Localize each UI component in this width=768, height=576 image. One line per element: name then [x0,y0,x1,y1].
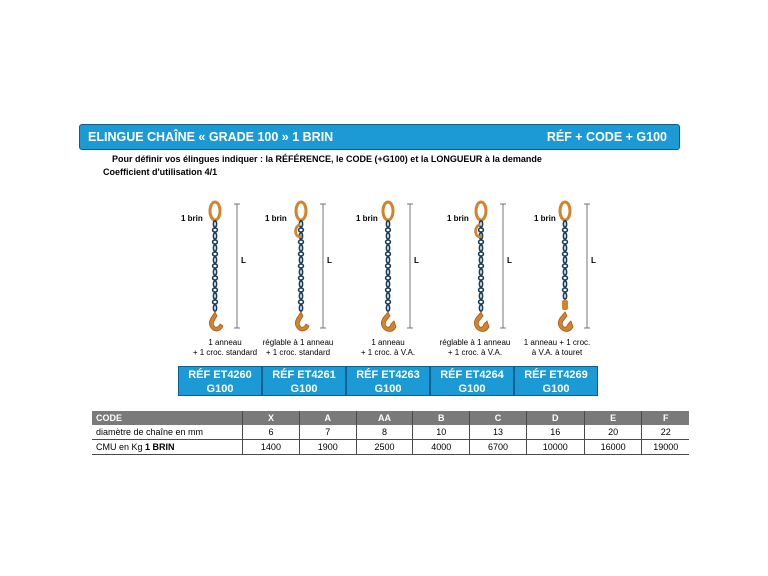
chain-link-icon [563,240,568,244]
table-cell: 22 [642,425,689,440]
chain-link-icon [479,257,482,263]
header-cell: AA [356,411,413,425]
chain-link-icon [299,300,304,304]
chain-link-icon [299,240,304,244]
chain-link-icon [386,269,389,275]
table-cell: 20 [584,425,642,440]
chain-link-icon [213,257,216,263]
caption-line: 1 anneau [371,338,405,347]
chain-link-icon [213,221,216,227]
chain-link-icon [563,245,566,251]
sling-caption [430,338,520,358]
chain-link-icon [386,293,389,299]
chain-link-icon [563,281,566,287]
chain-link-icon [479,293,482,299]
table-cell: 2500 [356,440,413,455]
hook-icon [474,312,489,331]
chain-link-icon [299,293,302,299]
chain-link-icon [479,269,482,275]
sling-diagram [525,200,605,360]
sling-diagram [441,200,521,360]
chain-link-icon [213,252,218,256]
brin-label: 1 brin [447,214,469,223]
master-link-icon [210,202,220,220]
reference-code: RÉF ET4263 [356,369,420,381]
header-cell: CODE [92,411,243,425]
reference-strip [178,366,598,396]
table-cell: 8 [356,425,413,440]
header-cell: A [299,411,356,425]
chain-link-icon [299,228,304,232]
table-header-row [92,411,689,425]
row-label: diamètre de chaîne en mm [92,425,243,440]
chain-link-icon [213,233,216,239]
grade-label: G100 [290,383,318,395]
hook-icon [381,312,396,331]
reference-cell [178,366,262,396]
chain-link-icon [386,276,391,280]
chain-link-icon [479,240,484,244]
chain-link-icon [213,228,218,232]
chain-link-icon [479,281,482,287]
sling-diagram [175,200,255,360]
chain-link-icon [479,300,484,304]
usage-coefficient: Coefficient d'utilisation 4/1 [103,167,218,177]
table-cell: 16000 [584,440,642,455]
table-cell: 19000 [642,440,689,455]
chain-link-icon [386,300,391,304]
chain-link-icon [213,293,216,299]
chain-link-icon [213,281,216,287]
hook-icon [209,312,223,331]
table-row [92,425,689,440]
table-cell: 1400 [243,440,300,455]
table-cell: 10000 [526,440,584,455]
chain-link-icon [386,264,391,268]
reference-cell [430,366,514,396]
page-title: ELINGUE CHAÎNE « GRADE 100 » 1 BRIN [88,130,334,144]
reference-code: RÉF ET4260 [188,369,252,381]
table-cell: 13 [470,425,527,440]
chain-link-icon [386,233,389,239]
chain-link-icon [213,300,218,304]
chain-link-icon [386,305,389,311]
grade-label: G100 [374,383,402,395]
chain-link-icon [386,240,391,244]
chain-link-icon [213,240,218,244]
chain-link-icon [299,264,304,268]
reference-cell [346,366,430,396]
chain-link-icon [479,245,482,251]
chain-link-icon [299,269,302,275]
reference-code: RÉF ET4264 [440,369,504,381]
sling-caption [343,338,433,358]
caption-line: 1 anneau [208,338,242,347]
chain-link-icon [299,281,302,287]
chain-link-icon [563,233,566,239]
chain-link-icon [299,257,302,263]
chain-link-icon [479,228,484,232]
caption-line: + 1 croc. à V.A. [447,348,503,357]
chain-link-icon [299,245,302,251]
specs-table [92,411,689,455]
chain-link-icon [299,305,302,311]
chain-link-icon [386,288,391,292]
chain-link-icon [213,264,218,268]
header-cell: X [243,411,300,425]
reference-cell [514,366,598,396]
chain-link-icon [479,276,484,280]
grade-label: G100 [542,383,570,395]
chain-link-icon [563,221,566,227]
sling-diagram [348,200,428,360]
chain-link-icon [479,305,482,311]
table-cell: 10 [413,425,470,440]
chain-link-icon [563,257,566,263]
length-label: L [414,256,419,265]
chain-link-icon [563,288,568,292]
chain-link-icon [213,305,216,311]
intro-instructions: Pour définir vos élingues indiquer : la RÉFÉRENCE, le CODE (+G100) et la LONGUEUR à la demande [112,154,542,164]
chain-link-icon [479,252,484,256]
header-cell: D [526,411,584,425]
caption-line: + 1 croc. à V.A. [360,348,416,357]
grade-label: G100 [206,383,234,395]
length-label: L [591,256,596,265]
header-cell: C [470,411,527,425]
hook-icon [295,312,309,331]
table-cell: 7 [299,425,356,440]
caption-line: réglable à 1 anneau [439,338,511,347]
master-link-icon [296,202,306,220]
row-label: CMU en Kg 1 BRIN [92,440,243,455]
master-link-icon [476,202,486,220]
caption-line: + 1 croc. standard [265,348,331,357]
chain-link-icon [386,257,389,263]
chain-link-icon [479,288,484,292]
chain-link-icon [386,281,389,287]
chain-link-icon [213,269,216,275]
table-row [92,440,689,455]
length-label: L [241,256,246,265]
chain-link-icon [479,264,484,268]
chain-link-icon [299,276,304,280]
chain-link-icon [386,245,389,251]
chain-link-icon [213,276,218,280]
hook-icon [558,312,573,331]
length-label: L [327,256,332,265]
chain-link-icon [563,269,566,275]
chain-link-icon [299,288,304,292]
swivel-icon [562,300,568,310]
chain-link-icon [563,252,568,256]
title-banner [79,124,680,150]
brin-label: 1 brin [534,214,556,223]
brin-label: 1 brin [356,214,378,223]
master-link-icon [560,202,570,220]
chain-link-icon [213,288,218,292]
table-cell: 1900 [299,440,356,455]
table-cell: 6 [243,425,300,440]
reference-cell [262,366,346,396]
sling-caption [512,338,602,358]
header-cell: B [413,411,470,425]
chain-link-icon [299,252,304,256]
ref-format: RÉF + CODE + G100 [546,130,667,144]
caption-line: 1 anneau + 1 croc. [523,338,591,347]
caption-line: réglable à 1 anneau [262,338,334,347]
table-cell: 6700 [470,440,527,455]
length-label: L [507,256,512,265]
caption-line: + 1 croc. standard [192,348,258,357]
table-cell: 4000 [413,440,470,455]
header-cell: E [584,411,642,425]
chain-link-icon [386,228,391,232]
chain-link-icon [563,228,568,232]
table-cell: 16 [526,425,584,440]
caption-line: à V.A. à touret [531,348,583,357]
master-link-icon [383,202,393,220]
chain-link-icon [563,276,568,280]
chain-link-icon [563,264,568,268]
reference-code: RÉF ET4269 [524,369,588,381]
row-label-emphasis: 1 BRIN [145,442,175,452]
chain-link-icon [563,293,566,299]
header-cell: F [642,411,689,425]
sling-diagram [261,200,341,360]
chain-link-icon [386,221,389,227]
brin-label: 1 brin [265,214,287,223]
reference-code: RÉF ET4261 [272,369,336,381]
brin-label: 1 brin [181,214,203,223]
chain-link-icon [213,245,216,251]
sling-caption [253,338,343,358]
chain-link-icon [386,252,391,256]
grade-label: G100 [458,383,486,395]
